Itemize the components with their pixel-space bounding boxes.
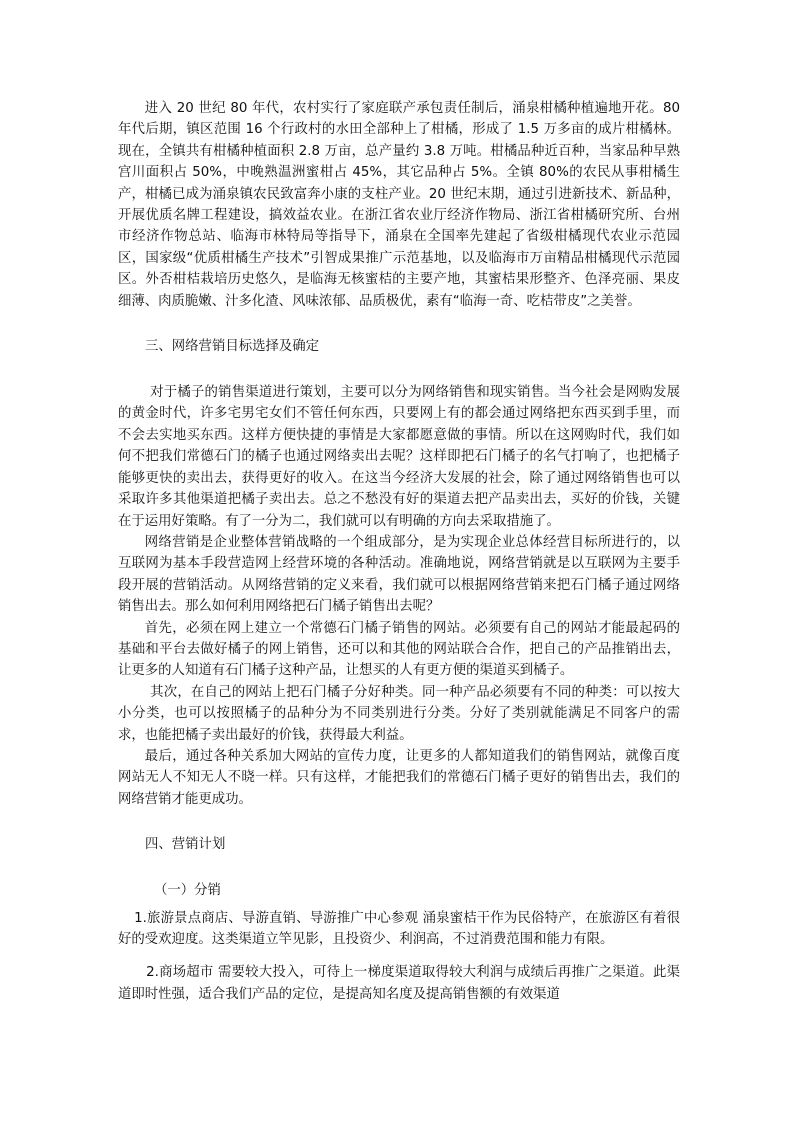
section-3-paragraph-1: 对于橘子的销售渠道进行策划，主要可以分为网络销售和现实销售。当今社会是网购发展的黄金时代，许多宅男宅女们不管任何东西，只要网上有的都会通过网络把东西买到手里，而不会去实地买东西。这样方便快捷的事情是大家都愿意做的事情。所以在这网购时代，我们如何不把我们常德石门的橘子也通过网络卖出去呢？这样即把石门橘子的名气打响了，也把橘子能够更快的卖出去，获得更好的收入。在这当今经济大发展的社会，除了通过网络销售也可以采取许多其他渠道把橘子卖出去。总之不愁没有好的渠道去把产品卖出去，买好的价钱，关键在于运用好策略。有了一分为二，我们就可以有明确的方向去采取措施了。 [118,385,680,529]
section-4-heading: 四、营销计划 [145,837,226,853]
spacer [118,312,680,336]
section-3-paragraph-5: 最后，通过各种关系加大网站的宣传力度，让更多的人都知道我们的销售网站，就像百度网站无人不知无人不晓一样。只有这样，才能把我们的常德石门橘子更好的销售出去，我们的网络营销才能更成功。 [118,748,680,807]
intro-paragraph: 进入 20 世纪 80 年代，农村实行了家庭联产承包责任制后，涌泉柑橘种植遍地开花。80 年代后期，镇区范围 16 个行政村的水田全部种上了柑橘，形成了 1.5 万多亩的成片柑橘林。现在，全镇共有柑橘种植面积 2.8 万亩，总产量约 3.8 万吨。柑橘品种近百种，当家品种早熟宫川面积占 50%，中晚熟温洲蜜柑占 45%，其它品种占 5%。全镇 80%的农民从事柑橘生产，柑橘已成为涌泉镇农民致富奔小康的支柱产业。20 世纪末期，通过引进新技术、新品种，开展优质名牌工程建设，搞效益农业。在浙江省农业厅经济作物局、浙江省柑橘研究所、台州市经济作物总站、临海市林特局等指导下，涌泉在全国率先建起了省级柑橘现代农业示范园区，国家级“优质柑橘生产技术”引智成果推广示范基地，以及临海市万亩精品柑橘现代示范园区。外否柑桔栽培历史悠久，是临海无核蜜桔的主要产地，其蜜桔果形整齐、色泽亮丽、果皮细薄、肉质脆嫩、汁多化渣、风味浓郁、品质极优，素有“临海一奇、吃桔带皮”之美誉。 [118,101,680,309]
section-3-paragraph-4: 其次，在自己的网站上把石门橘子分好种类。同一种产品必须要有不同的种类：可以按大小分类，也可以按照橘子的品种分为不同类别进行分类。分好了类别就能满足不同客户的需求，也能把橘子卖出最好的价钱，获得最大利益。 [118,684,680,743]
distribution-item-2: 2.商场超市 需要较大投入，可待上一梯度渠道取得较大利润与成绩后再推广之渠道。此渠道即时性强，适合我们产品的定位，是提高知名度及提高销售额的有效渠道 [118,965,680,1002]
document-page [118,98,680,1005]
spacer [118,810,680,834]
section-3-paragraph-2: 网络营销是企业整体营销战略的一个组成部分，是为实现企业总体经营目标所进行的，以互联网为基本手段营造网上经营环境的各种活动。准确地说，网络营销就是以互联网为主要手段开展的营销活动。从网络营销的定义来看，我们就可以根据网络营销来把石门橘子通过网络销售出去。那么如何利用网络把石门橘子销售出去呢？ [118,534,680,615]
distribution-item-1: 1.旅游景点商店、导游直销、导游推广中心参观 涌泉蜜桔干作为民俗特产，在旅游区有着很好的受欢迎度。这类渠道立竿见影，且投资少、利润高，不过消费范围和能力有限。 [118,910,680,947]
section-3-paragraph-3: 首先，必须在网上建立一个常德石门橘子销售的网站。必须要有自己的网站才能最起码的基础和平台去做好橘子的网上销售，还可以和其他的网站联合合作，把自己的产品推销出去，让更多的人知道有石门橘子这种产品，让想买的人有更方便的渠道买到橘子。 [118,620,680,679]
spacer [118,950,680,962]
spacer [118,358,680,382]
section-3-heading: 三、网络营销目标选择及确定 [145,339,320,355]
section-4-subheading-distribution: （一）分销 [154,883,221,899]
spacer [118,856,680,880]
